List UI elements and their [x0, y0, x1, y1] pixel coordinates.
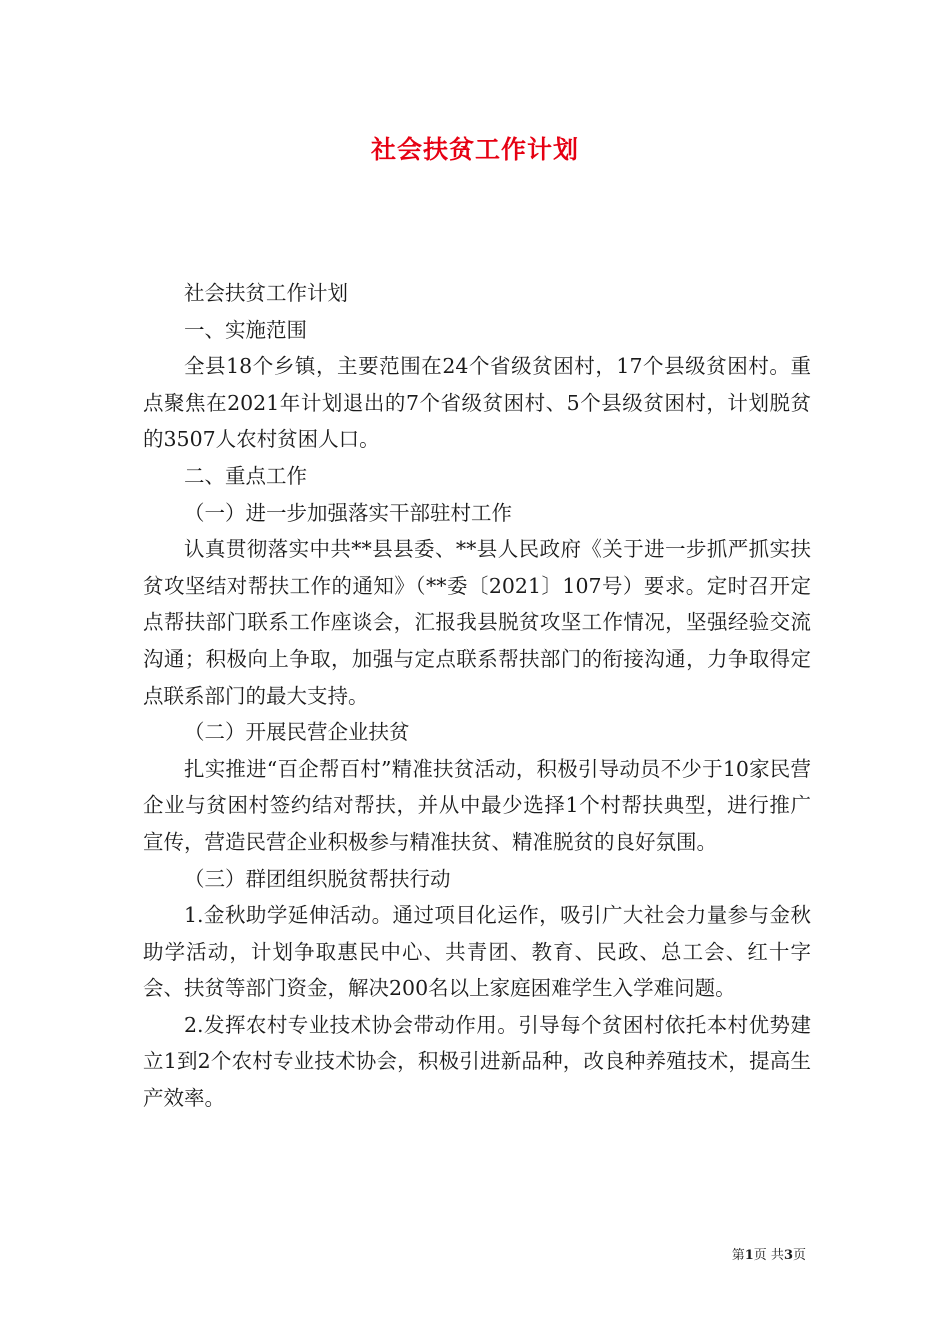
section-heading-scope: 一、实施范围	[184, 317, 307, 342]
subsection-heading-3: （三）群团组织脱贫帮扶行动	[184, 866, 451, 891]
subsection-heading-2: （二）开展民营企业扶贫	[184, 720, 410, 745]
current-page-number: 1	[744, 1248, 754, 1263]
paragraph-scope: 全县18个乡镇，主要范围在24个省级贫困村，17个县级贫困村。重点聚焦在2021年计划退出的7个省级贫困村、5个县级贫困村，计划脱贫的3507人农村贫困人口。	[143, 354, 811, 452]
document-title: 社会扶贫工作计划	[370, 135, 579, 164]
footer-middle: 页 共	[753, 1248, 784, 1263]
paragraph-tech-association: 2.发挥农村专业技术协会带动作用。引导每个贫困村依托本村优势建立1到2个农村专业技术协会，积极引进新品种，改良种养殖技术，提高生产效率。	[143, 1012, 811, 1111]
subsection-heading-1: （一）进一步加强落实干部驻村工作	[184, 500, 512, 525]
paragraph-student-aid: 1.金秋助学延伸活动。通过项目化运作，吸引广大社会力量参与金秋助学活动，计划争取惠民中心、共青团、教育、民政、总工会、红十字会、扶贫等部门资金，解决200名以上家庭困难学生入学难问题。	[143, 903, 811, 1001]
paragraph-private-enterprise: 扎实推进“百企帮百村”精准扶贫活动，积极引导动员不少于10家民营企业与贫困村签约结对帮扶，并从中最少选择1个村帮扶典型，进行推广宣传，营造民营企业积极参与精准扶贫、精准脱贫的良好氛围。	[143, 756, 811, 854]
section-heading-key-work: 二、重点工作	[184, 463, 307, 488]
document-body	[143, 275, 811, 1117]
footer-suffix: 页	[792, 1248, 806, 1263]
footer-prefix: 第	[731, 1248, 745, 1263]
paragraph-cadre-work: 认真贯彻落实中共**县县委、**县人民政府《关于进一步抓严抓实扶贫攻坚结对帮扶工作的通知》（**委〔2021〕107号）要求。定时召开定点帮扶部门联系工作座谈会，汇报我县脱贫攻坚工作情况，坚强经验交流沟通；积极向上争取，加强与定点联系帮扶部门的衔接沟通，力争取得定点联系部门的最大支持。	[143, 537, 811, 708]
paragraph-heading: 社会扶贫工作计划	[184, 281, 348, 305]
page-number-footer	[732, 1244, 806, 1263]
total-page-number: 3	[783, 1248, 793, 1263]
